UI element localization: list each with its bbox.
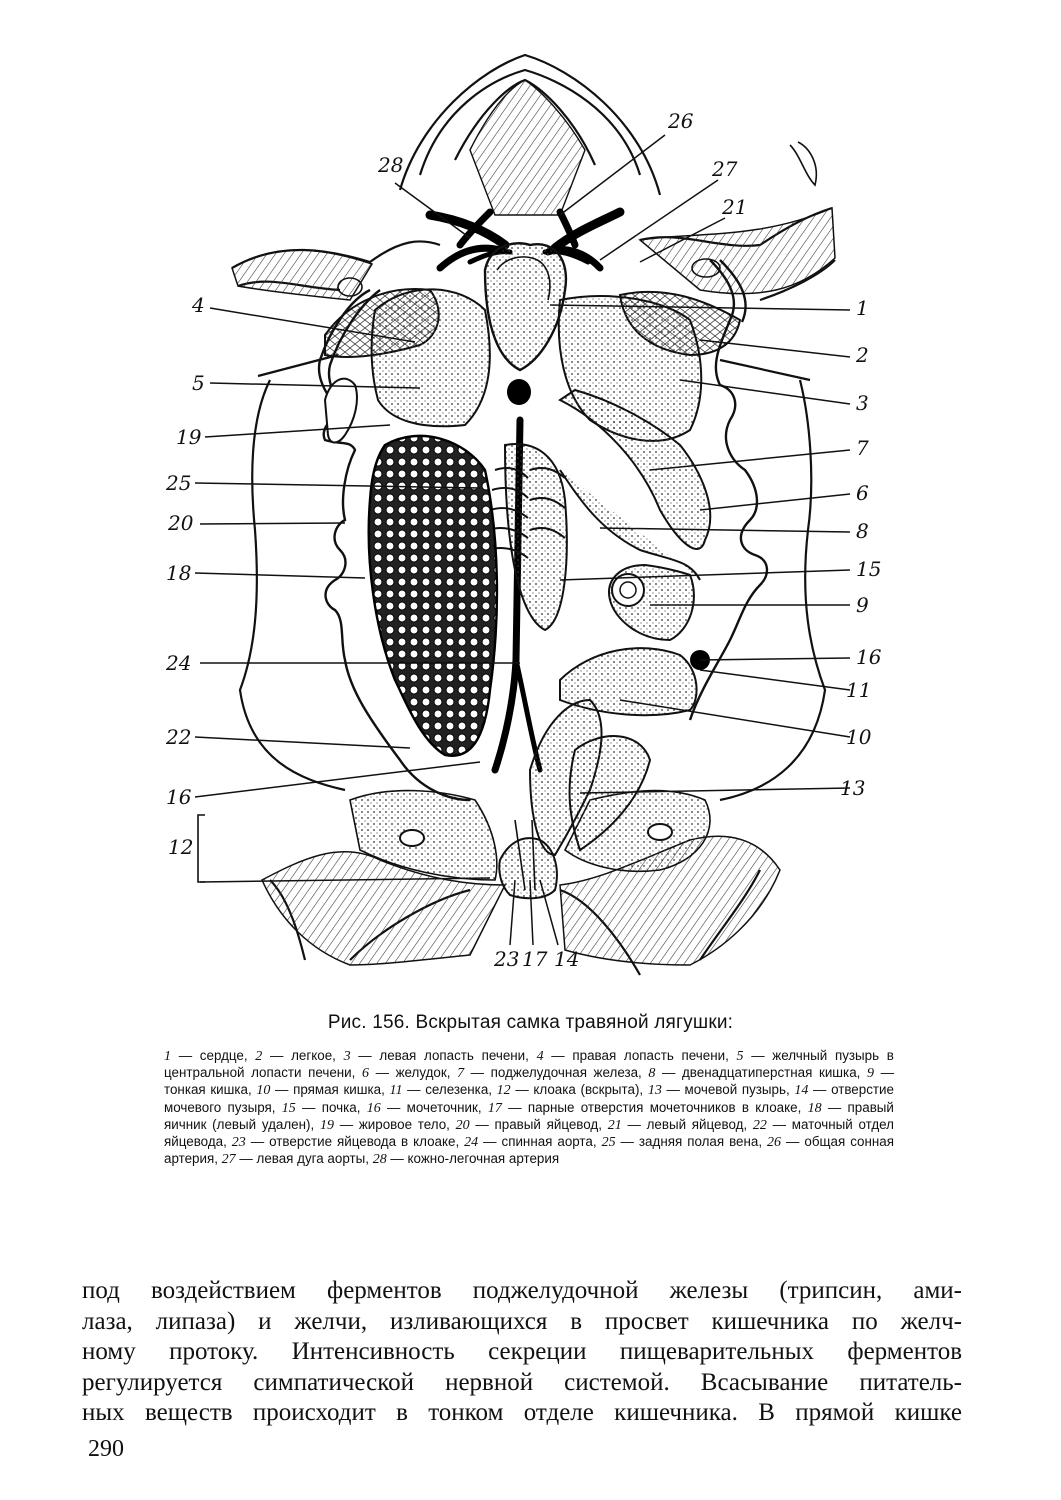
legend-text: кожно-легочная артерия	[407, 1151, 560, 1167]
body-text	[82, 1276, 962, 1429]
ovary	[369, 436, 497, 756]
legend-item: 25 — задняя полая вена,	[601, 1134, 763, 1151]
legend-text: общая сонная артерия,	[164, 1134, 894, 1167]
body-text-line: лаза, липаза) и желчи, изливающихся в просвет кишечника по желч-	[82, 1307, 962, 1335]
figure-caption-title: Рис. 156. Вскрытая самка травяной лягушки:	[327, 1012, 734, 1033]
label-9: 9	[856, 593, 869, 617]
label-6: 6	[856, 481, 869, 505]
legend-number: 7	[457, 1066, 465, 1082]
legend-number: 26	[767, 1135, 782, 1151]
legend-text: правый яичник (левый удален),	[164, 1099, 894, 1132]
legend-text: мочевой пузырь,	[684, 1082, 790, 1098]
legend-text: мочеточник,	[406, 1099, 482, 1115]
legend-item: 18 — правый яичник (левый удален),	[164, 1099, 894, 1132]
legend-text: легкое,	[291, 1048, 336, 1063]
legend-text: задняя полая вена,	[638, 1134, 763, 1150]
jaw-region	[470, 80, 585, 215]
body-text-line: под воздействием ферментов поджелудочной железы (трипсин, ами-	[82, 1277, 962, 1304]
legend-text: клоака (вскрыта),	[533, 1082, 644, 1098]
legend-text: отверстие яйцевода в клоаке,	[269, 1134, 460, 1150]
legend-text: правая лопасть печени,	[572, 1048, 729, 1063]
legend-number: 22	[752, 1117, 767, 1133]
kidneys	[488, 444, 567, 630]
legend-item: 27 — левая дуга аорты,	[221, 1151, 369, 1168]
legend-item: 17 — парные отверстия мочеточников в клоаке,	[487, 1099, 802, 1116]
legend-text: сердце,	[199, 1048, 248, 1063]
legend-number: 16	[366, 1100, 381, 1116]
legend-text: двенадцатиперстная кишка,	[681, 1065, 861, 1081]
legend-item: 15 — почка,	[281, 1099, 361, 1116]
label-26: 26	[668, 109, 694, 133]
legend-item: 23 — отверстие яйцевода в клоаке,	[231, 1134, 460, 1151]
legend-number: 4	[536, 1049, 544, 1064]
legend-number: 11	[389, 1083, 403, 1099]
legend-item: 11 — селезенка,	[389, 1082, 493, 1099]
legend-text: парные отверстия мочеточников в клоаке,	[527, 1099, 802, 1115]
legend-item: 22 — маточный отдел яйцевода,	[164, 1116, 894, 1150]
legend-item: 19 — жировое тело,	[319, 1116, 450, 1133]
legend-text: поджелудочная железа,	[490, 1065, 642, 1081]
legend-text: спинная аорта,	[501, 1134, 597, 1150]
legend-item: 26 — общая сонная артерия,	[164, 1134, 894, 1167]
legend-number: 2	[255, 1049, 263, 1064]
label-27: 27	[712, 157, 738, 181]
legend-item: 16 — мочеточник,	[366, 1099, 482, 1116]
legend-number: 14	[794, 1083, 809, 1099]
legend-item: 6 — желудок,	[362, 1065, 451, 1082]
label-12: 12	[168, 835, 194, 859]
legend-text: прямая кишка,	[293, 1082, 385, 1098]
label-19: 19	[176, 425, 202, 449]
legend-text: желчный пузырь в центральной лопасти печени,	[164, 1048, 894, 1081]
legend-item: 28 — кожно-легочная артерия	[372, 1151, 560, 1168]
label-5: 5	[192, 371, 205, 395]
legend-item: 8 — двенадцатиперстная кишка,	[648, 1065, 861, 1082]
legend-number: 9	[866, 1066, 874, 1082]
legend-item: 4 — правая лопасть печени,	[536, 1048, 729, 1064]
label-16b: 16	[166, 785, 192, 809]
legend-item: 9 — тонкая кишка,	[164, 1065, 894, 1098]
label-18: 18	[166, 561, 192, 585]
legend-item: 20 — правый яйцевод,	[455, 1116, 602, 1133]
legend-number: 28	[372, 1152, 387, 1168]
legend-item: 1 — сердце,	[164, 1048, 248, 1064]
label-20: 20	[168, 511, 194, 535]
legend-item: 2 — легкое,	[255, 1048, 336, 1064]
label-11: 11	[846, 678, 872, 702]
legend-number: 25	[601, 1135, 616, 1151]
legend-number: 15	[281, 1100, 296, 1116]
legend-number: 10	[256, 1083, 271, 1099]
body-text-line: регулируется симпатической нервной системой. Всасывание питатель-	[82, 1368, 962, 1396]
legend-number: 8	[648, 1066, 656, 1082]
digestive-tract	[530, 390, 710, 855]
legend-text: отверстие мочевого пузыря,	[164, 1082, 894, 1115]
fat-body	[325, 379, 357, 443]
legend-text: желудок,	[395, 1065, 451, 1081]
cloaca-bracket	[198, 815, 205, 882]
legend-item: 13 — мочевой пузырь,	[647, 1082, 790, 1099]
legend-number: 19	[319, 1117, 334, 1133]
legend-number: 3	[343, 1049, 351, 1064]
label-3: 3	[856, 391, 869, 415]
legend-number: 27	[221, 1152, 236, 1168]
heart	[485, 243, 566, 370]
legend-number: 21	[607, 1117, 622, 1133]
legend-text: почка,	[321, 1099, 361, 1115]
label-17: 17	[522, 947, 548, 971]
legend-text: селезенка,	[425, 1082, 493, 1098]
figure-legend	[164, 1048, 894, 1168]
legend-item: 14 — отверстие мочевого пузыря,	[164, 1082, 894, 1115]
body-text-line: ному протоку. Интенсивность секреции пищеварительных ферментов	[82, 1338, 962, 1365]
label-22: 22	[166, 725, 192, 749]
page-number: 290	[88, 1436, 124, 1462]
label-23: 23	[494, 947, 520, 971]
label-4: 4	[192, 293, 205, 317]
legend-text: жировое тело,	[358, 1116, 450, 1132]
legend-text: тонкая кишка,	[164, 1082, 252, 1098]
legend-text: маточный отдел яйцевода,	[164, 1116, 894, 1150]
legend-text: левая дуга аорты,	[256, 1151, 369, 1167]
legend-number: 20	[455, 1117, 470, 1133]
label-28: 28	[378, 153, 404, 177]
label-2: 2	[856, 343, 869, 367]
legend-number: 23	[231, 1135, 246, 1151]
legend-number: 24	[464, 1135, 479, 1151]
legend-text: левый яйцевод,	[646, 1116, 748, 1132]
label-1: 1	[856, 296, 869, 320]
legend-item: 21 — левый яйцевод,	[607, 1116, 748, 1133]
label-15: 15	[856, 557, 882, 581]
legend-item: 24 — спинная аорта,	[464, 1134, 597, 1151]
legend-number: 1	[164, 1049, 171, 1064]
legend-number: 17	[487, 1100, 502, 1116]
label-7: 7	[856, 436, 869, 460]
label-21: 21	[722, 195, 748, 219]
legend-number: 12	[496, 1083, 511, 1099]
legend-text: правый яйцевод,	[494, 1116, 602, 1132]
body-text-line: ных веществ происходит в тонком отделе кишечника. В прямой кишке	[82, 1399, 962, 1426]
label-13: 13	[840, 776, 866, 800]
legend-item: 10 — прямая кишка,	[256, 1082, 385, 1099]
legend-item: 12 — клоака (вскрыта),	[496, 1082, 644, 1099]
label-14: 14	[554, 947, 580, 971]
label-8: 8	[856, 519, 869, 543]
label-24: 24	[166, 651, 192, 675]
legend-item: 5 — желчный пузырь в центральной лопасти печени,	[164, 1048, 894, 1081]
legend-item: 7 — поджелудочная железа,	[457, 1065, 642, 1082]
legend-item: 3 — левая лопасть печени,	[343, 1048, 529, 1064]
label-10: 10	[846, 725, 872, 749]
legend-number: 5	[736, 1049, 744, 1064]
legend-number: 13	[647, 1083, 662, 1099]
legend-text: левая лопасть печени,	[379, 1048, 529, 1063]
gallbladder	[507, 379, 531, 405]
label-25: 25	[166, 471, 192, 495]
label-16a: 16	[856, 645, 882, 669]
legend-number: 6	[362, 1066, 369, 1082]
legend-number: 18	[807, 1100, 822, 1116]
